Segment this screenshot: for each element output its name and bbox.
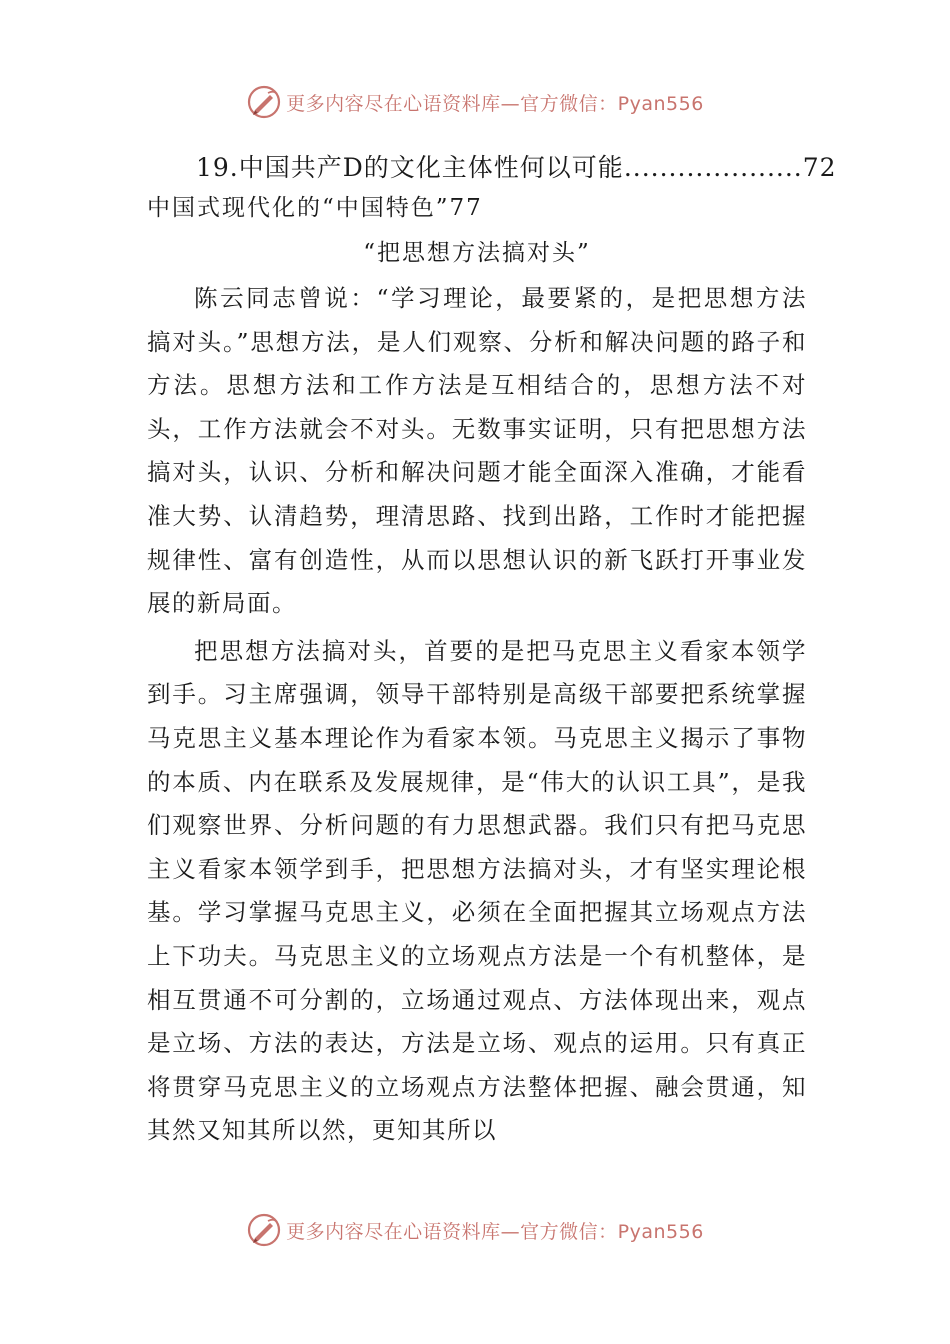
toc-entry-title: 中国式现代化的“中国特色” <box>147 195 450 221</box>
toc-entry-chinese-features <box>147 188 807 228</box>
paragraph-1: 陈云同志曾说：“学习理论，最要紧的，是把思想方法搞对头。”思想方法，是人们观察、分析和解决问题的路子和方法。思想方法和工作方法是互相结合的，思想方法不对头，工作方法就会不对头。无数事实证明，只有把思想方法搞对头，认识、分析和解决问题才能全面深入准确，才能看准大势、认清趋势，理清思路、找到出路，工作时才能把握规律性、富有创造性，从而以思想认识的新飞跃打开事业发展的新局面。 <box>147 284 807 618</box>
watermark-banner-bottom <box>0 1210 950 1250</box>
paragraph-2: 把思想方法搞对头，首要的是把马克思主义看家本领学到手。习主席强调，领导干部特别是高级干部要把系统掌握马克思主义基本理论作为看家本领。马克思主义揭示了事物的本质、内在联系及发展规律，是“伟大的认识工具”，是我们观察世界、分析问题的有力思想武器。我们只有把马克思主义看家本领学到手，把思想方法搞对头，才有坚实理论根基。学习掌握马克思主义，必须在全面把握其立场观点方法上下功夫。马克思主义的立场观点方法是一个有机整体，是相互贯通不可分割的，立场通过观点、方法体现出来，观点是立场、方法的表达，方法是立场、观点的运用。只有真正将贯穿马克思主义的立场观点方法整体把握、融会贯通，知其然又知其所以然，更知其所以 <box>147 636 807 1145</box>
pen-logo-icon <box>246 1212 282 1248</box>
toc-page-number: 72 <box>802 153 837 182</box>
toc-entry-title: 19.中国共产D的文化主体性何以可能 <box>196 153 624 182</box>
watermark-text: 更多内容尽在心语资料库—官方微信：Pyan556 <box>286 92 704 115</box>
toc-page-number: 77 <box>449 195 483 221</box>
toc-entry-19 <box>147 148 837 188</box>
toc-leader: .................... <box>623 153 803 182</box>
watermark-banner-top <box>0 82 950 122</box>
document-body <box>147 148 837 1153</box>
pen-logo-icon <box>246 84 282 120</box>
watermark-text: 更多内容尽在心语资料库—官方微信：Pyan556 <box>286 1220 704 1243</box>
section-title: “把思想方法搞对头” <box>363 240 591 266</box>
